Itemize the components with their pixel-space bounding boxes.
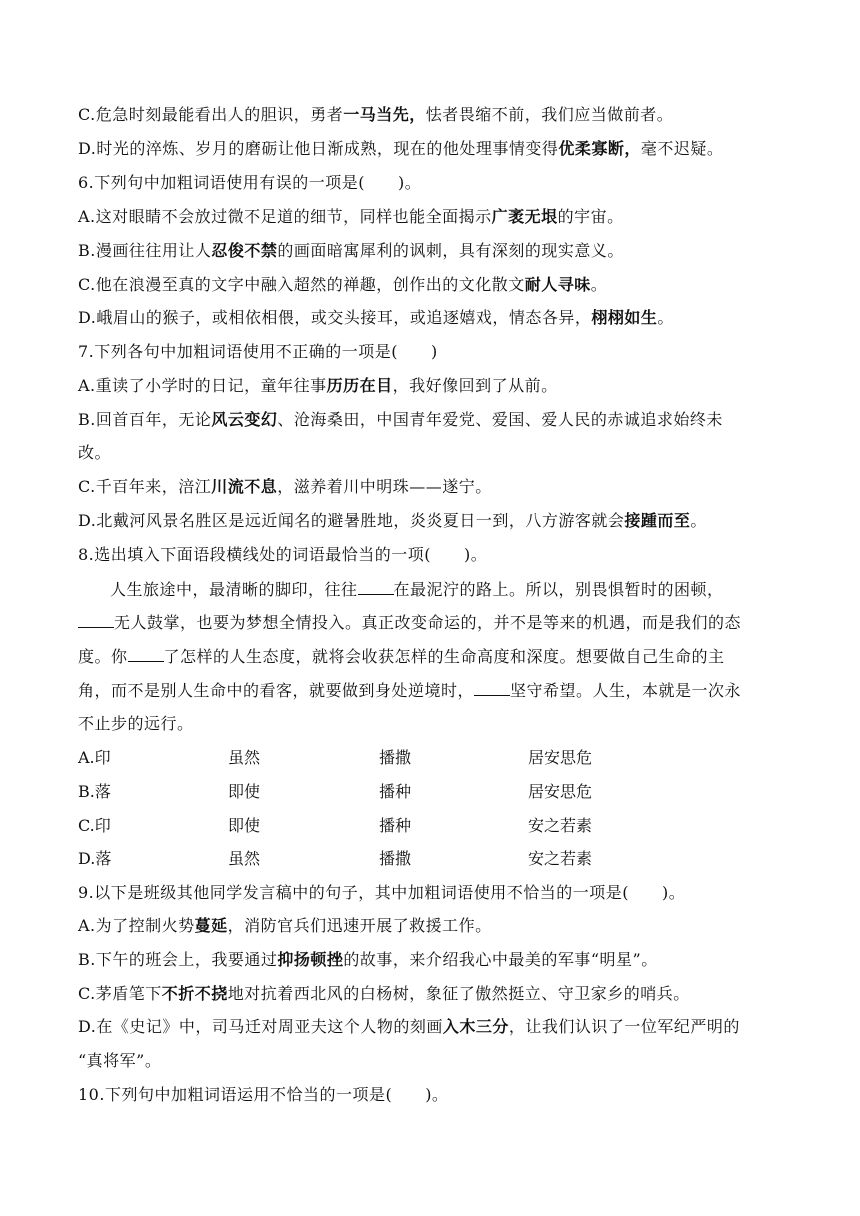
bold-term: 不折不挠 (161, 984, 228, 1003)
text-segment: 的故事，来介绍我心中最美的军事“明星”。 (343, 950, 658, 969)
text-segment: D.时光的淬炼、岁月的磨砺让他日渐成熟，现在的他处理事情变得 (78, 139, 559, 158)
text-segment: 。 (657, 308, 674, 327)
bold-term: 川流不息 (211, 477, 278, 496)
bold-term: 优柔寡断， (558, 139, 641, 158)
text-segment: C.千百年来，涪江 (78, 477, 212, 496)
text-segment: 6.下列句中加粗词语使用有误的一项是( )。 (78, 173, 422, 192)
text-segment: 角，而不是别人生命中的看客，就要做到身处逆境时， (78, 681, 475, 700)
text-line (78, 409, 723, 431)
fill-blank (474, 681, 510, 696)
text-line (78, 341, 438, 363)
text-segment: D.北戴河风景名胜区是远近闻名的避暑胜地，炎炎夏日一到，八方游客就会 (78, 511, 625, 530)
text-segment: A.重读了小学时的日记，童年往事 (78, 376, 327, 395)
option-cell: 居安思危 (528, 748, 593, 767)
bold-term: 耐人寻味 (524, 275, 591, 294)
option-cell: 播种 (379, 816, 412, 835)
option-cell: 播撒 (379, 748, 412, 767)
fill-blank (78, 613, 114, 628)
text-segment: 8.选出填入下面语段横线处的词语最恰当的一项( )。 (78, 545, 488, 564)
text-segment: D.在《史记》中，司马迁对周亚夫这个人物的刻画 (78, 1017, 443, 1036)
text-line (78, 949, 658, 971)
option-cell: B.落 (78, 782, 111, 801)
bold-term: 一马当先， (343, 105, 426, 124)
option-cell: 即使 (228, 782, 261, 801)
text-segment: 的宇宙。 (557, 207, 624, 226)
text-line (78, 375, 558, 397)
text-line (78, 172, 421, 194)
text-line (78, 138, 723, 160)
option-cell: 播种 (379, 782, 412, 801)
text-line (78, 104, 673, 126)
bold-term: 接踵而至 (624, 511, 691, 530)
bold-term: 广袤无垠 (491, 207, 558, 226)
text-segment: C.茅盾笔下 (78, 984, 162, 1003)
bold-term: 栩栩如生 (591, 308, 658, 327)
text-segment: 10.下列句中加粗词语运用不恰当的一项是( )。 (78, 1085, 449, 1104)
text-segment: ，滋养着川中明珠——遂宁。 (277, 477, 492, 496)
option-cell: D.落 (78, 849, 112, 868)
text-segment: 无人鼓掌，也要为梦想全情投入。真正改变命运的，并不是等来的机遇，而是我们的态 (114, 613, 742, 632)
text-segment: 7.下列各句中加粗词语使用不正确的一项是( ) (78, 342, 438, 361)
text-segment: B.回首百年，无论 (78, 410, 212, 429)
text-segment: 度。你 (78, 647, 128, 666)
text-line (78, 915, 492, 937)
text-line (78, 882, 685, 904)
option-cell: 居安思危 (528, 782, 593, 801)
text-line (78, 442, 111, 464)
option-cell: 播撒 (379, 849, 412, 868)
text-line (78, 240, 624, 262)
option-cell: 虽然 (228, 849, 261, 868)
text-line (78, 206, 624, 228)
bold-term: 忍俊不禁 (211, 241, 278, 260)
option-cell: 安之若素 (528, 816, 593, 835)
text-segment: “真将军”。 (78, 1051, 162, 1070)
text-line (78, 274, 607, 296)
text-segment: ，我好像回到了从前。 (392, 376, 558, 395)
passage-line (110, 579, 724, 601)
text-segment: 在最泥泞的路上。所以，别畏惧暂时的困顿， (393, 580, 724, 599)
option-cell: 安之若素 (528, 849, 593, 868)
bold-term: 抑扬顿挫 (277, 950, 344, 969)
text-segment: B.下午的班会上，我要通过 (78, 950, 278, 969)
text-line (78, 1084, 448, 1106)
text-segment: 。 (690, 511, 707, 530)
text-segment: D.峨眉山的猴子，或相依相偎，或交头接耳，或追逐嬉戏，情态各异， (78, 308, 592, 327)
text-line (78, 476, 492, 498)
option-cell: 即使 (228, 816, 261, 835)
passage-line (78, 680, 741, 702)
bold-term: 风云变幻 (211, 410, 278, 429)
passage-line (78, 713, 194, 735)
bold-term: 入木三分 (442, 1017, 509, 1036)
text-segment: 了怎样的人生态度，就将会收获怎样的生命高度和深度。想要做自己生命的主 (163, 647, 725, 666)
text-segment: 毫不迟疑。 (640, 139, 724, 158)
text-segment: 不止步的远行。 (78, 714, 194, 733)
text-segment: 、沧海桑田，中国青年爱党、爱国、爱人民的赤诚追求始终未 (277, 410, 723, 429)
text-line (78, 544, 487, 566)
text-segment: A.为了控制火势 (78, 916, 195, 935)
text-line (78, 510, 707, 532)
bold-term: 蔓延 (194, 916, 228, 935)
option-cell: A.印 (78, 748, 111, 767)
text-segment: ，让我们认识了一位军纪严明的 (508, 1017, 740, 1036)
text-segment: 人生旅途中，最清晰的脚印，往往 (110, 580, 358, 599)
fill-blank (128, 647, 164, 662)
passage-line (78, 646, 725, 668)
option-cell: C.印 (78, 816, 111, 835)
text-segment: 坚守希望。人生，本就是一次永 (510, 681, 742, 700)
text-segment: C.危急时刻最能看出人的胆识，勇者 (78, 105, 344, 124)
text-segment: 。 (590, 275, 608, 294)
text-segment: C.他在浪漫至真的文字中融入超然的禅趣，创作出的文化散文 (78, 275, 525, 294)
text-line (78, 1050, 161, 1072)
text-segment: 改。 (78, 443, 112, 462)
passage-line (78, 612, 741, 634)
text-segment: 的画面暗寓犀利的讽刺，具有深刻的现实意义。 (277, 241, 624, 260)
option-cell: 虽然 (228, 748, 261, 767)
text-line (78, 983, 690, 1005)
text-segment: 地对抗着西北风的白杨树，象征了傲然挺立、守卫家乡的哨兵。 (227, 984, 690, 1003)
text-segment: A.这对眼睛不会放过微不足道的细节，同样也能全面揭示 (78, 207, 492, 226)
fill-blank (358, 580, 394, 595)
text-line (78, 1016, 740, 1038)
text-segment: 9.以下是班级其他同学发言稿中的句子，其中加粗词语使用不恰当的一项是( )。 (78, 883, 686, 902)
text-segment: B.漫画往往用让人 (78, 241, 212, 260)
text-segment: ，消防官兵们迅速开展了救援工作。 (227, 916, 492, 935)
text-segment: 怯者畏缩不前，我们应当做前者。 (425, 105, 674, 124)
bold-term: 历历在目 (326, 376, 393, 395)
text-line (78, 307, 674, 329)
